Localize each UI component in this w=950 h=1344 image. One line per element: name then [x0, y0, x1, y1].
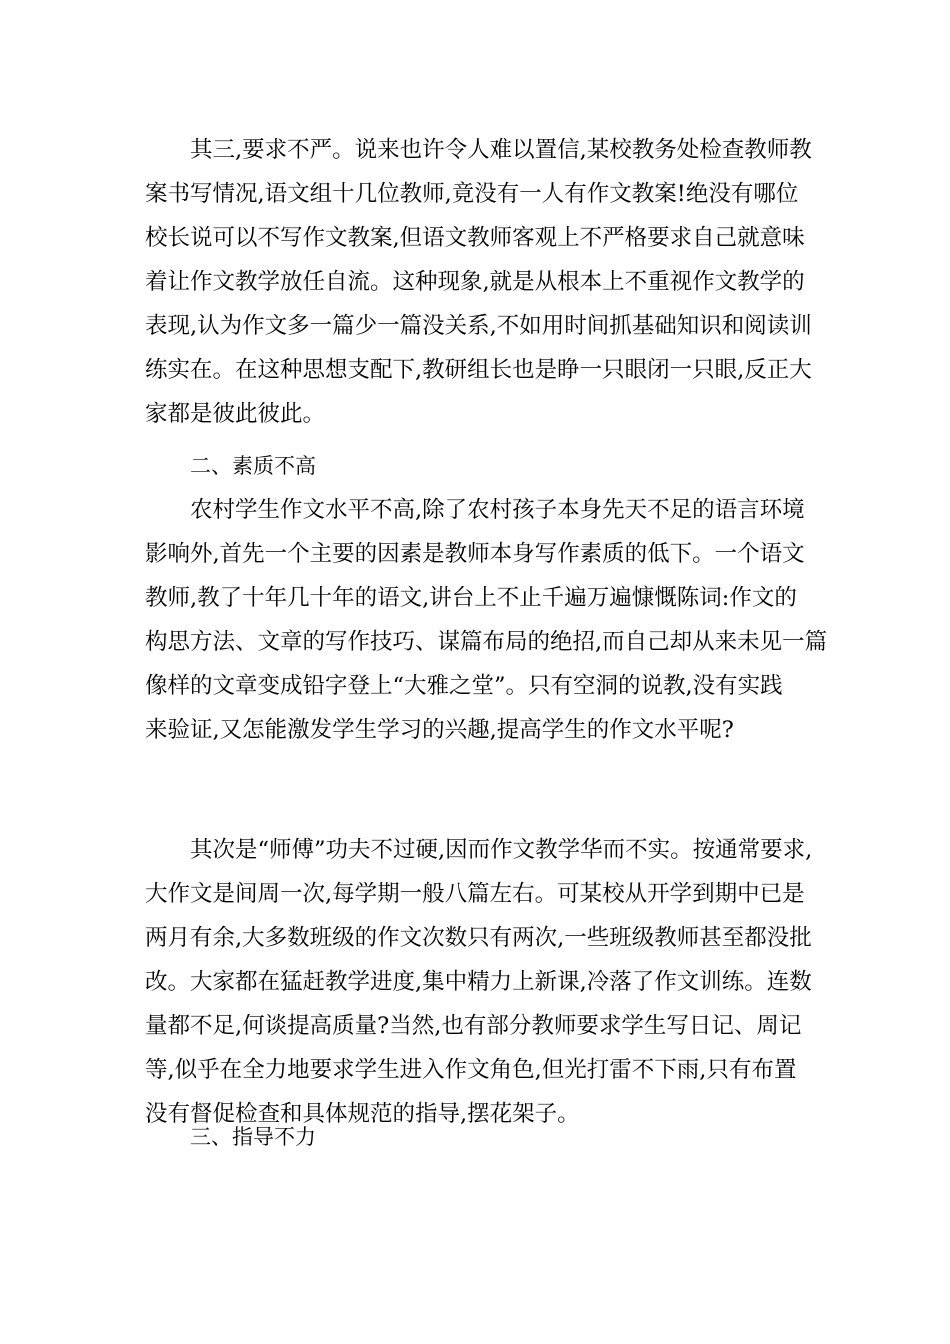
paragraph-line: 大作文是间周一次,每学期一般八篇左右。可某校从开学到期中已是 — [145, 881, 805, 907]
paragraph-line: 等,似乎在全力地要求学生进入作文角色,但光打雷不下雨,只有布置 — [145, 1057, 797, 1083]
paragraph-line: 农村学生作文水平不高,除了农村孩子本身先天不足的语言环境 — [190, 497, 805, 523]
paragraph-master-skills — [145, 828, 813, 1136]
paragraph-line: 两月有余,大多数班级的作文次数只有两次,一些班级教师甚至都没批 — [145, 925, 812, 951]
paragraph-line: 着让作文教学放任自流。这种现象,就是从根本上不重视作文教学的 — [145, 269, 805, 295]
paragraph-line: 改。大家都在猛赶教学进度,集中精力上新课,冷落了作文训练。连数 — [145, 969, 812, 995]
paragraph-line: 案书写情况,语文组十几位教师,竟没有一人有作文教案!绝没有哪位 — [145, 181, 799, 207]
paragraph-line: 构思方法、文章的写作技巧、谋篇布局的绝招,而自己却从来未见一篇 — [145, 629, 828, 655]
paragraph-line: 校长说可以不写作文教案,但语文教师客观上不严格要求自己就意味 — [145, 225, 805, 251]
paragraph-line: 来验证,又怎能激发学生学习的兴趣,提高学生的作文水平呢? — [145, 717, 734, 743]
paragraph-line: 没有督促检查和具体规范的指导,摆花架子。 — [145, 1101, 580, 1127]
section-heading-guidance: 三、指导不力 — [190, 1125, 316, 1149]
paragraph-line: 影响外,首先一个主要的因素是教师本身写作素质的低下。一个语文 — [145, 541, 805, 567]
paragraph-line: 表现,认为作文多一篇少一篇没关系,不如用时间抓基础知识和阅读训 — [145, 313, 812, 339]
paragraph-line: 其三,要求不严。说来也许令人难以置信,某校教务处检查教师教 — [190, 137, 812, 163]
paragraph-line: 练实在。在这种思想支配下,教研组长也是睁一只眼闭一只眼,反正大 — [145, 357, 812, 383]
paragraph-line: 家都是彼此彼此。 — [145, 401, 326, 427]
paragraph-line: 量都不足,何谈提高质量?当然,也有部分教师要求学生写日记、周记 — [145, 1013, 802, 1039]
paragraph-requirements-not-strict — [145, 128, 812, 436]
paragraph-line: 像样的文章变成铅字登上“大雅之堂”。只有空洞的说教,没有实践 — [145, 673, 783, 699]
paragraph-line: 其次是“师傅”功夫不过硬,因而作文教学华而不实。按通常要求, — [190, 837, 813, 863]
section-heading-quality: 二、素质不高 — [190, 454, 316, 478]
paragraph-line: 教师,教了十年几十年的语文,讲台上不止千遍万遍慷慨陈词:作文的 — [145, 585, 797, 611]
paragraph-teacher-quality — [145, 488, 828, 752]
